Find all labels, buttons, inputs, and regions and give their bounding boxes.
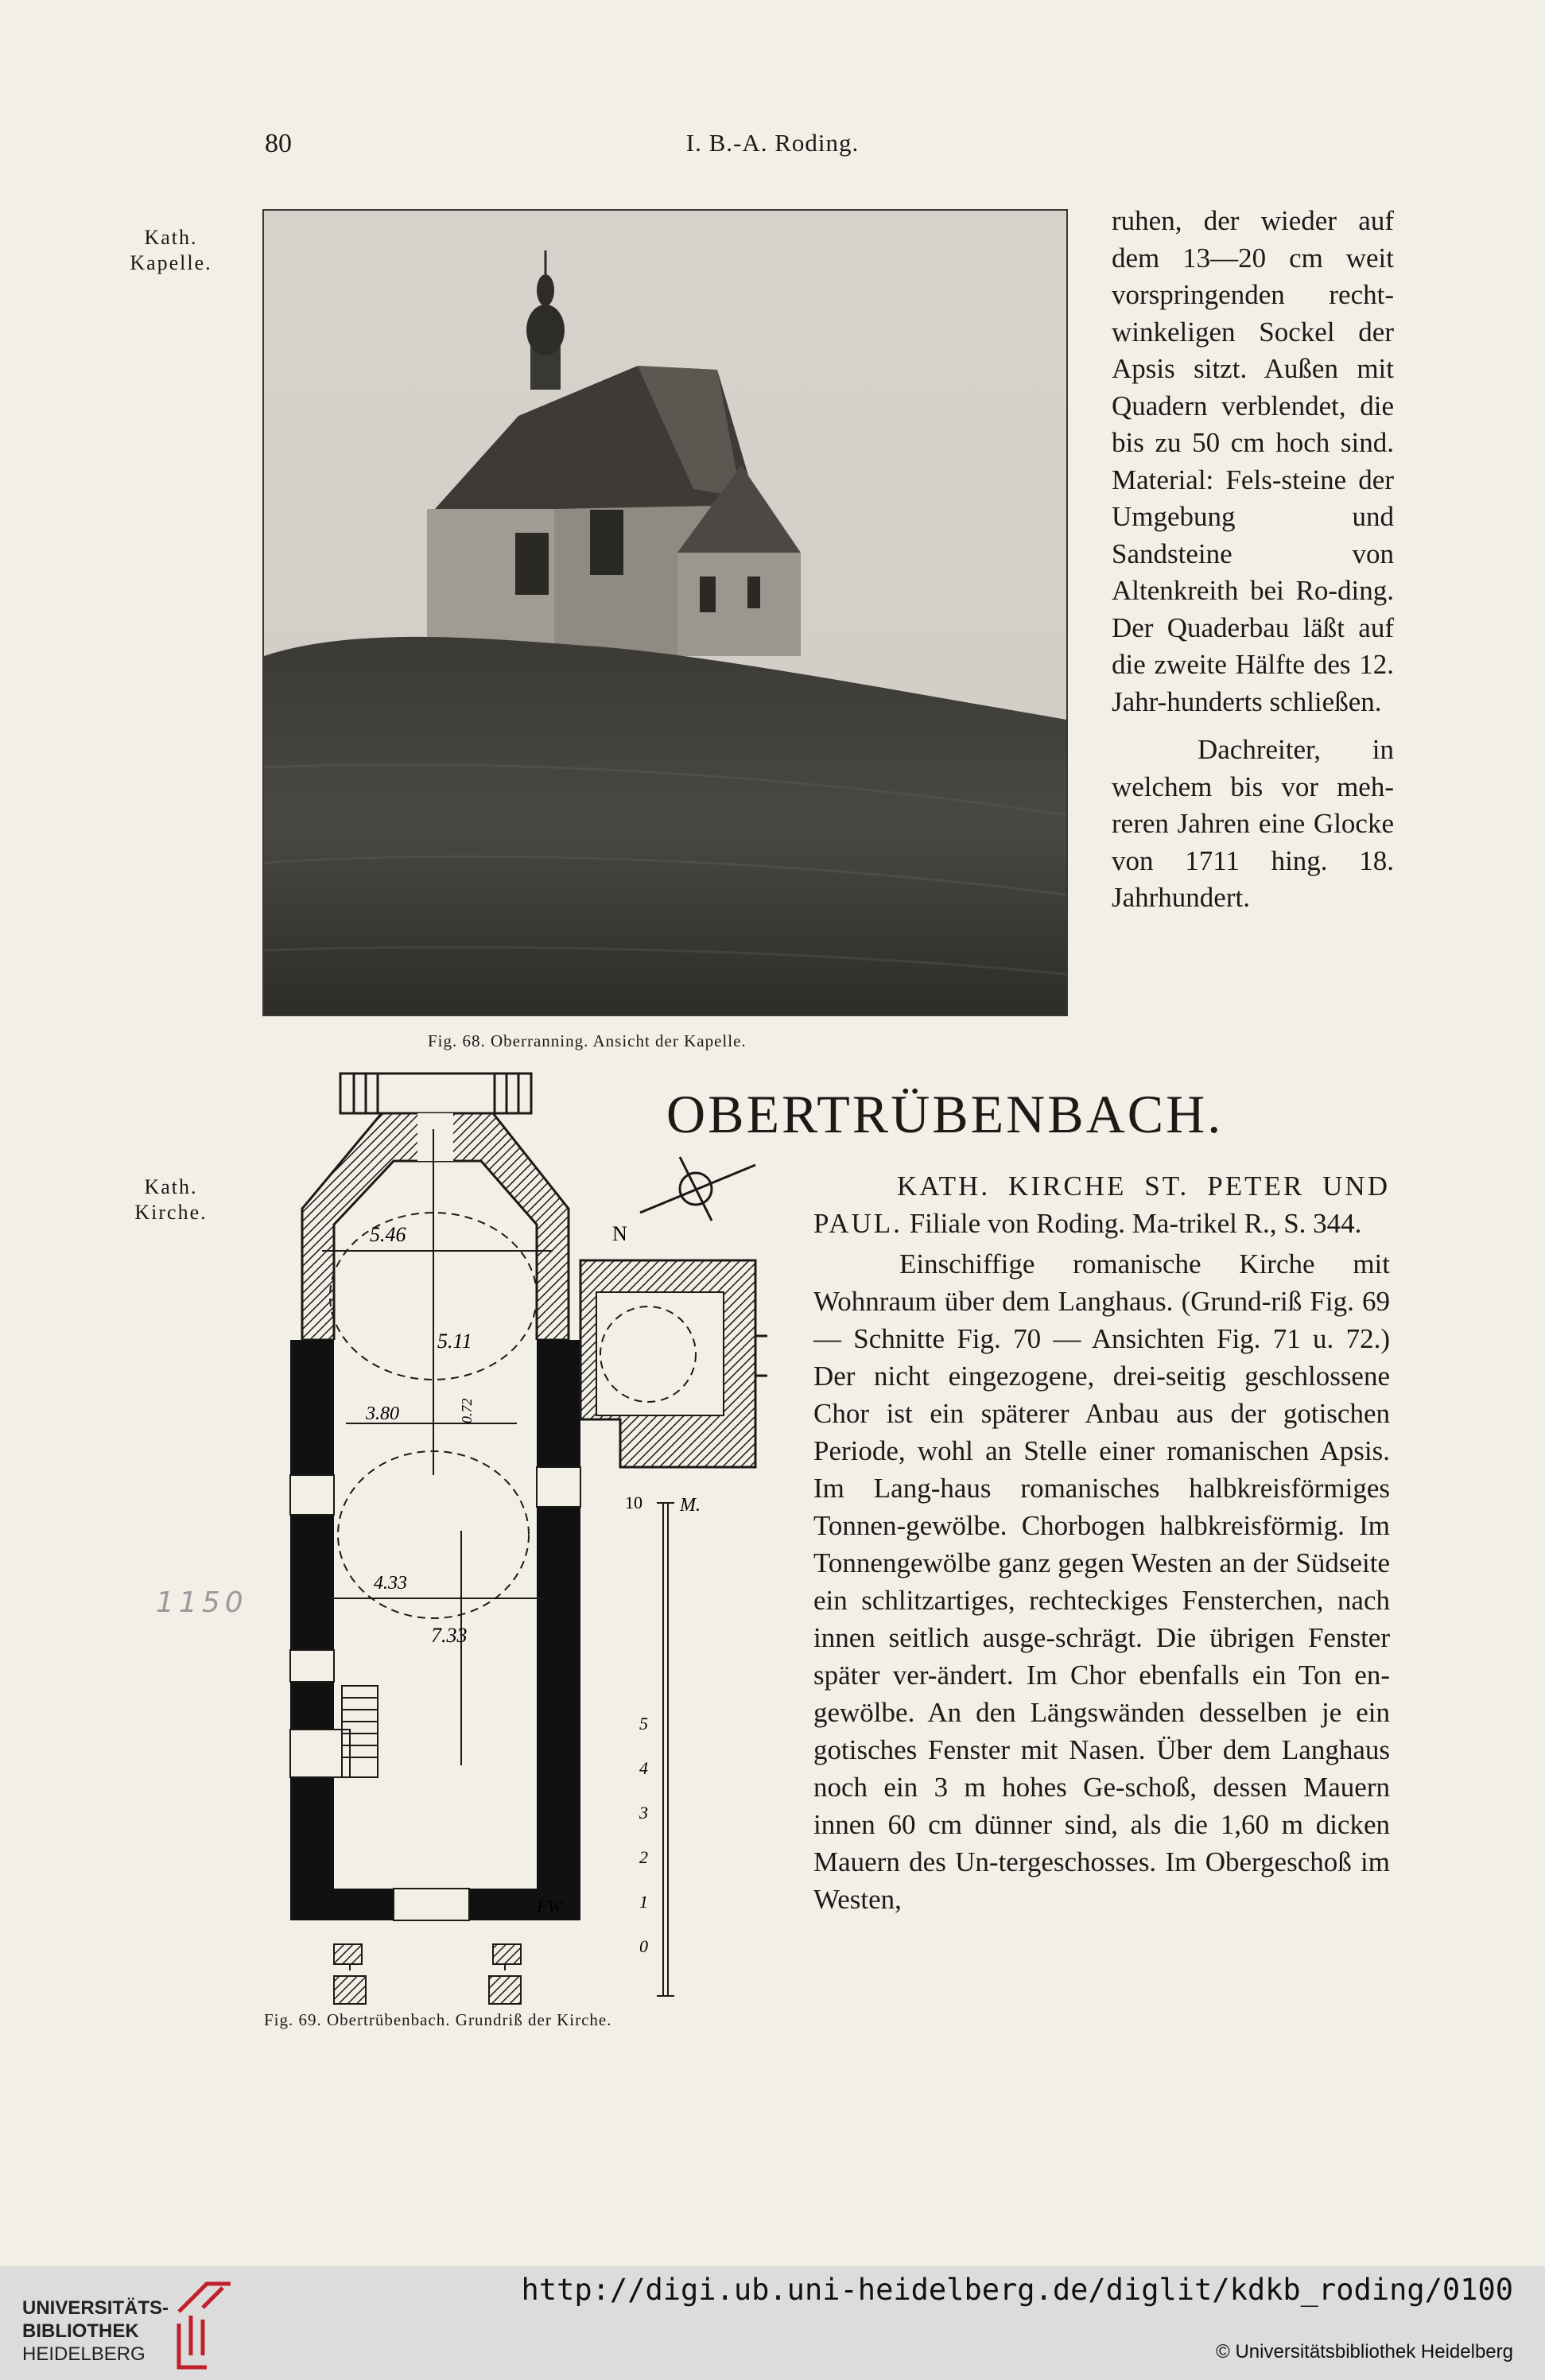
chapel-description <box>1112 203 1394 917</box>
running-title: I. B.-A. Roding. <box>685 129 860 157</box>
scale-tick: 4 <box>639 1758 648 1778</box>
scale-label: 10 <box>625 1493 642 1512</box>
permalink-url[interactable]: http://digi.ub.uni-heidelberg.de/diglit/kdkb_roding/0100 <box>521 2273 1513 2307</box>
library-logo-icon <box>163 2276 235 2373</box>
scale-tick: 5 <box>639 1714 648 1734</box>
paragraph: ruhen, der wieder auf dem 13—20 cm weit vorspringenden recht-winkeligen Sockel der Apsis sitzt. Außen mit Quadern verblendet, die bis zu 50 cm hoch sind. Material: Fels-steine der Umgebung und Sandsteine von Altenkreith bei Ro-ding. Der Quaderbau läßt auf die zweite Hälfte des 12. Jahr-hunderts schließen. <box>1112 205 1394 717</box>
lead-caps: KATH. KIRCHE ST. PETER UND PAUL. <box>813 1171 1390 1239</box>
figure-68-caption: Fig. 68. Oberranning. Ansicht der Kapelle. <box>428 1031 747 1050</box>
pencil-mark: 1150 <box>156 1586 248 1619</box>
chapel-photograph <box>262 209 1068 1016</box>
scale-tick: 3 <box>639 1803 648 1823</box>
church-floor-plan <box>247 1070 767 2008</box>
margin-note-kirche: Kath. Kirche. <box>134 1175 208 1224</box>
dimension-label: 5.46 <box>370 1223 406 1246</box>
dimension-label: 0.72 <box>459 1398 475 1423</box>
paragraph <box>813 1167 1390 1242</box>
copyright-notice: © Universitätsbibliothek Heidelberg <box>1216 2341 1513 2363</box>
paragraph: Einschiffige romanische Kirche mit Wohnraum über dem Langhaus. (Grund-riß Fig. 69 — Schnitte Fig. 70 — Ansichten Fig. 71 u. 72.) Der nicht eingezogene, drei-seitig geschlossene Chor ist ein späterer Anbau aus der gotischen Periode, wohl an Stelle einer romanischen Apsis. Im Lang-haus romanisches halbkreisförmiges Tonnen-gewölbe. Chorbogen halbkreisförmig. Im Tonnengewölbe ganz gegen Westen an der Südseite ein schlitzartiges, rechteckiges Fensterchen, nach innen seitlich ausge-schrägt. Die übrigen Fenster später ver-ändert. Im Chor ebenfalls ein Ton en-gewölbe. An den Längswänden desselben je ein gotisches Fenster mit Nasen. Über dem Langhaus noch ein 3 m hohes Ge-schoß, dessen Mauern innen 60 cm dünner sind, als die 1,60 m dicken Mauern des Un-tergeschosses. Im Obergeschoß im Westen, <box>813 1248 1390 1915</box>
paragraph: Dachreiter, in welchem bis vor meh-reren Jahren eine Glocke von 1711 hing. 18. Jahrhundert. <box>1112 734 1394 913</box>
dimension-label: 4.33 <box>374 1573 407 1594</box>
scale-unit: M. <box>680 1495 701 1516</box>
library-name: UNIVERSITÄTS- BIBLIOTHEK HEIDELBERG <box>22 2297 169 2365</box>
scale-tick: 0 <box>639 1936 648 1956</box>
scale-tick: 2 <box>639 1847 648 1867</box>
figure-69-caption: Fig. 69. Obertrübenbach. Grundriß der Kirche. <box>264 2010 612 2029</box>
drafter-signature: FW <box>537 1897 562 1916</box>
margin-note-kapelle: Kath. Kapelle. <box>130 226 212 274</box>
dimension-label: 3.80 <box>366 1404 399 1424</box>
page-number: 80 <box>265 129 292 158</box>
section-title: OBERTRÜBENBACH. <box>666 1084 1224 1144</box>
dimension-label: 5.11 <box>437 1330 472 1353</box>
chapel-photo-illustration <box>264 211 1066 1015</box>
church-description <box>813 1167 1390 1918</box>
scale-tick: 1 <box>639 1892 648 1912</box>
compass-label: N <box>612 1222 627 1245</box>
lead-rest: Filiale von Roding. Ma-trikel R., S. 344. <box>902 1208 1362 1239</box>
dimension-label: 7.33 <box>431 1624 468 1647</box>
